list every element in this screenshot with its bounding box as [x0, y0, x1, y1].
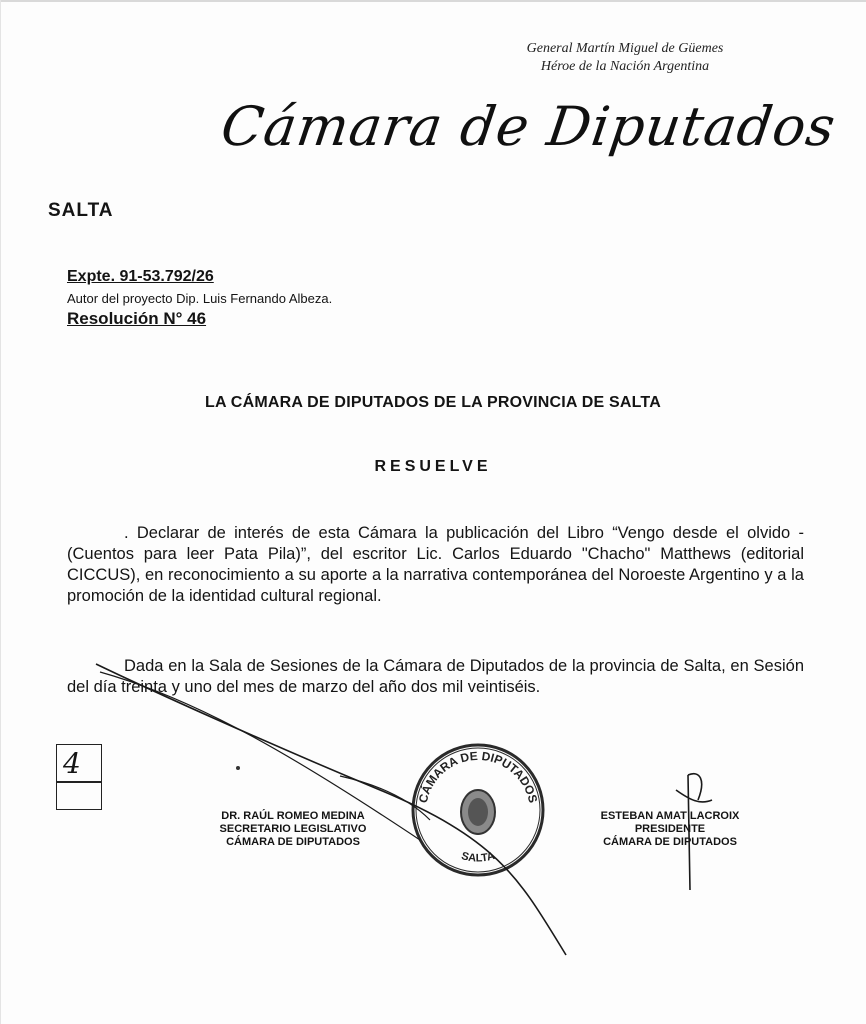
- signer-role: SECRETARIO LEGISLATIVO: [219, 823, 367, 835]
- left-signature-stroke: [96, 664, 566, 955]
- closing-paragraph: Dada en la Sala de Sesiones de la Cámara de Diputados de la provincia de Salta, en Sesión del día treinta y uno del mes de marzo del año dos mil veintiséis.: [67, 657, 804, 696]
- page-number-mark: 4: [63, 747, 81, 780]
- resolution-number: Resolución N° 46: [67, 309, 207, 328]
- signer-name: DR. RAÚL ROMEO MEDINA: [221, 810, 365, 822]
- province-label: SALTA: [48, 200, 114, 221]
- signer-body: CÁMARA DE DIPUTADOS: [603, 836, 737, 848]
- signer-role: PRESIDENTE: [634, 823, 706, 835]
- left-signature-flourish: [100, 672, 420, 840]
- motto-line-2: Héroe de la Nación Argentina: [540, 59, 710, 74]
- seal-top-text: CÁMARA DE DIPUTADOS: [415, 748, 541, 805]
- project-author: Autor del proyecto Dip. Luis Fernando Albeza.: [67, 291, 333, 306]
- right-signature-stroke: [676, 774, 712, 890]
- signature-tail: [340, 776, 430, 820]
- seal-bottom-text: SALTA: [459, 850, 497, 865]
- institution-letterhead: Cámara de Diputados: [217, 95, 840, 158]
- resolution-paragraph: . Declarar de interés de esta Cámara la publicación del Libro “Vengo desde el olvido - (Cuentos para leer Pata Pila)”, del escritor Lic. Carlos Eduardo "Chacho" Matthews (editorial CICCUS), en reconocimiento a su aporte a la narrativa contemporánea del Noroeste Argentino y a la promoción de la identidad cultural regional.: [67, 524, 804, 605]
- motto-line-1: General Martín Miguel de Güemes: [526, 41, 724, 56]
- resolves-heading: RESUELVE: [374, 458, 492, 475]
- signer-body: CÁMARA DE DIPUTADOS: [226, 836, 360, 848]
- signer-name: ESTEBAN AMAT LACROIX: [600, 810, 740, 822]
- expediente-number: Expte. 91-53.792/26: [67, 268, 214, 285]
- chamber-heading: LA CÁMARA DE DIPUTADOS DE LA PROVINCIA DE SALTA: [205, 394, 661, 411]
